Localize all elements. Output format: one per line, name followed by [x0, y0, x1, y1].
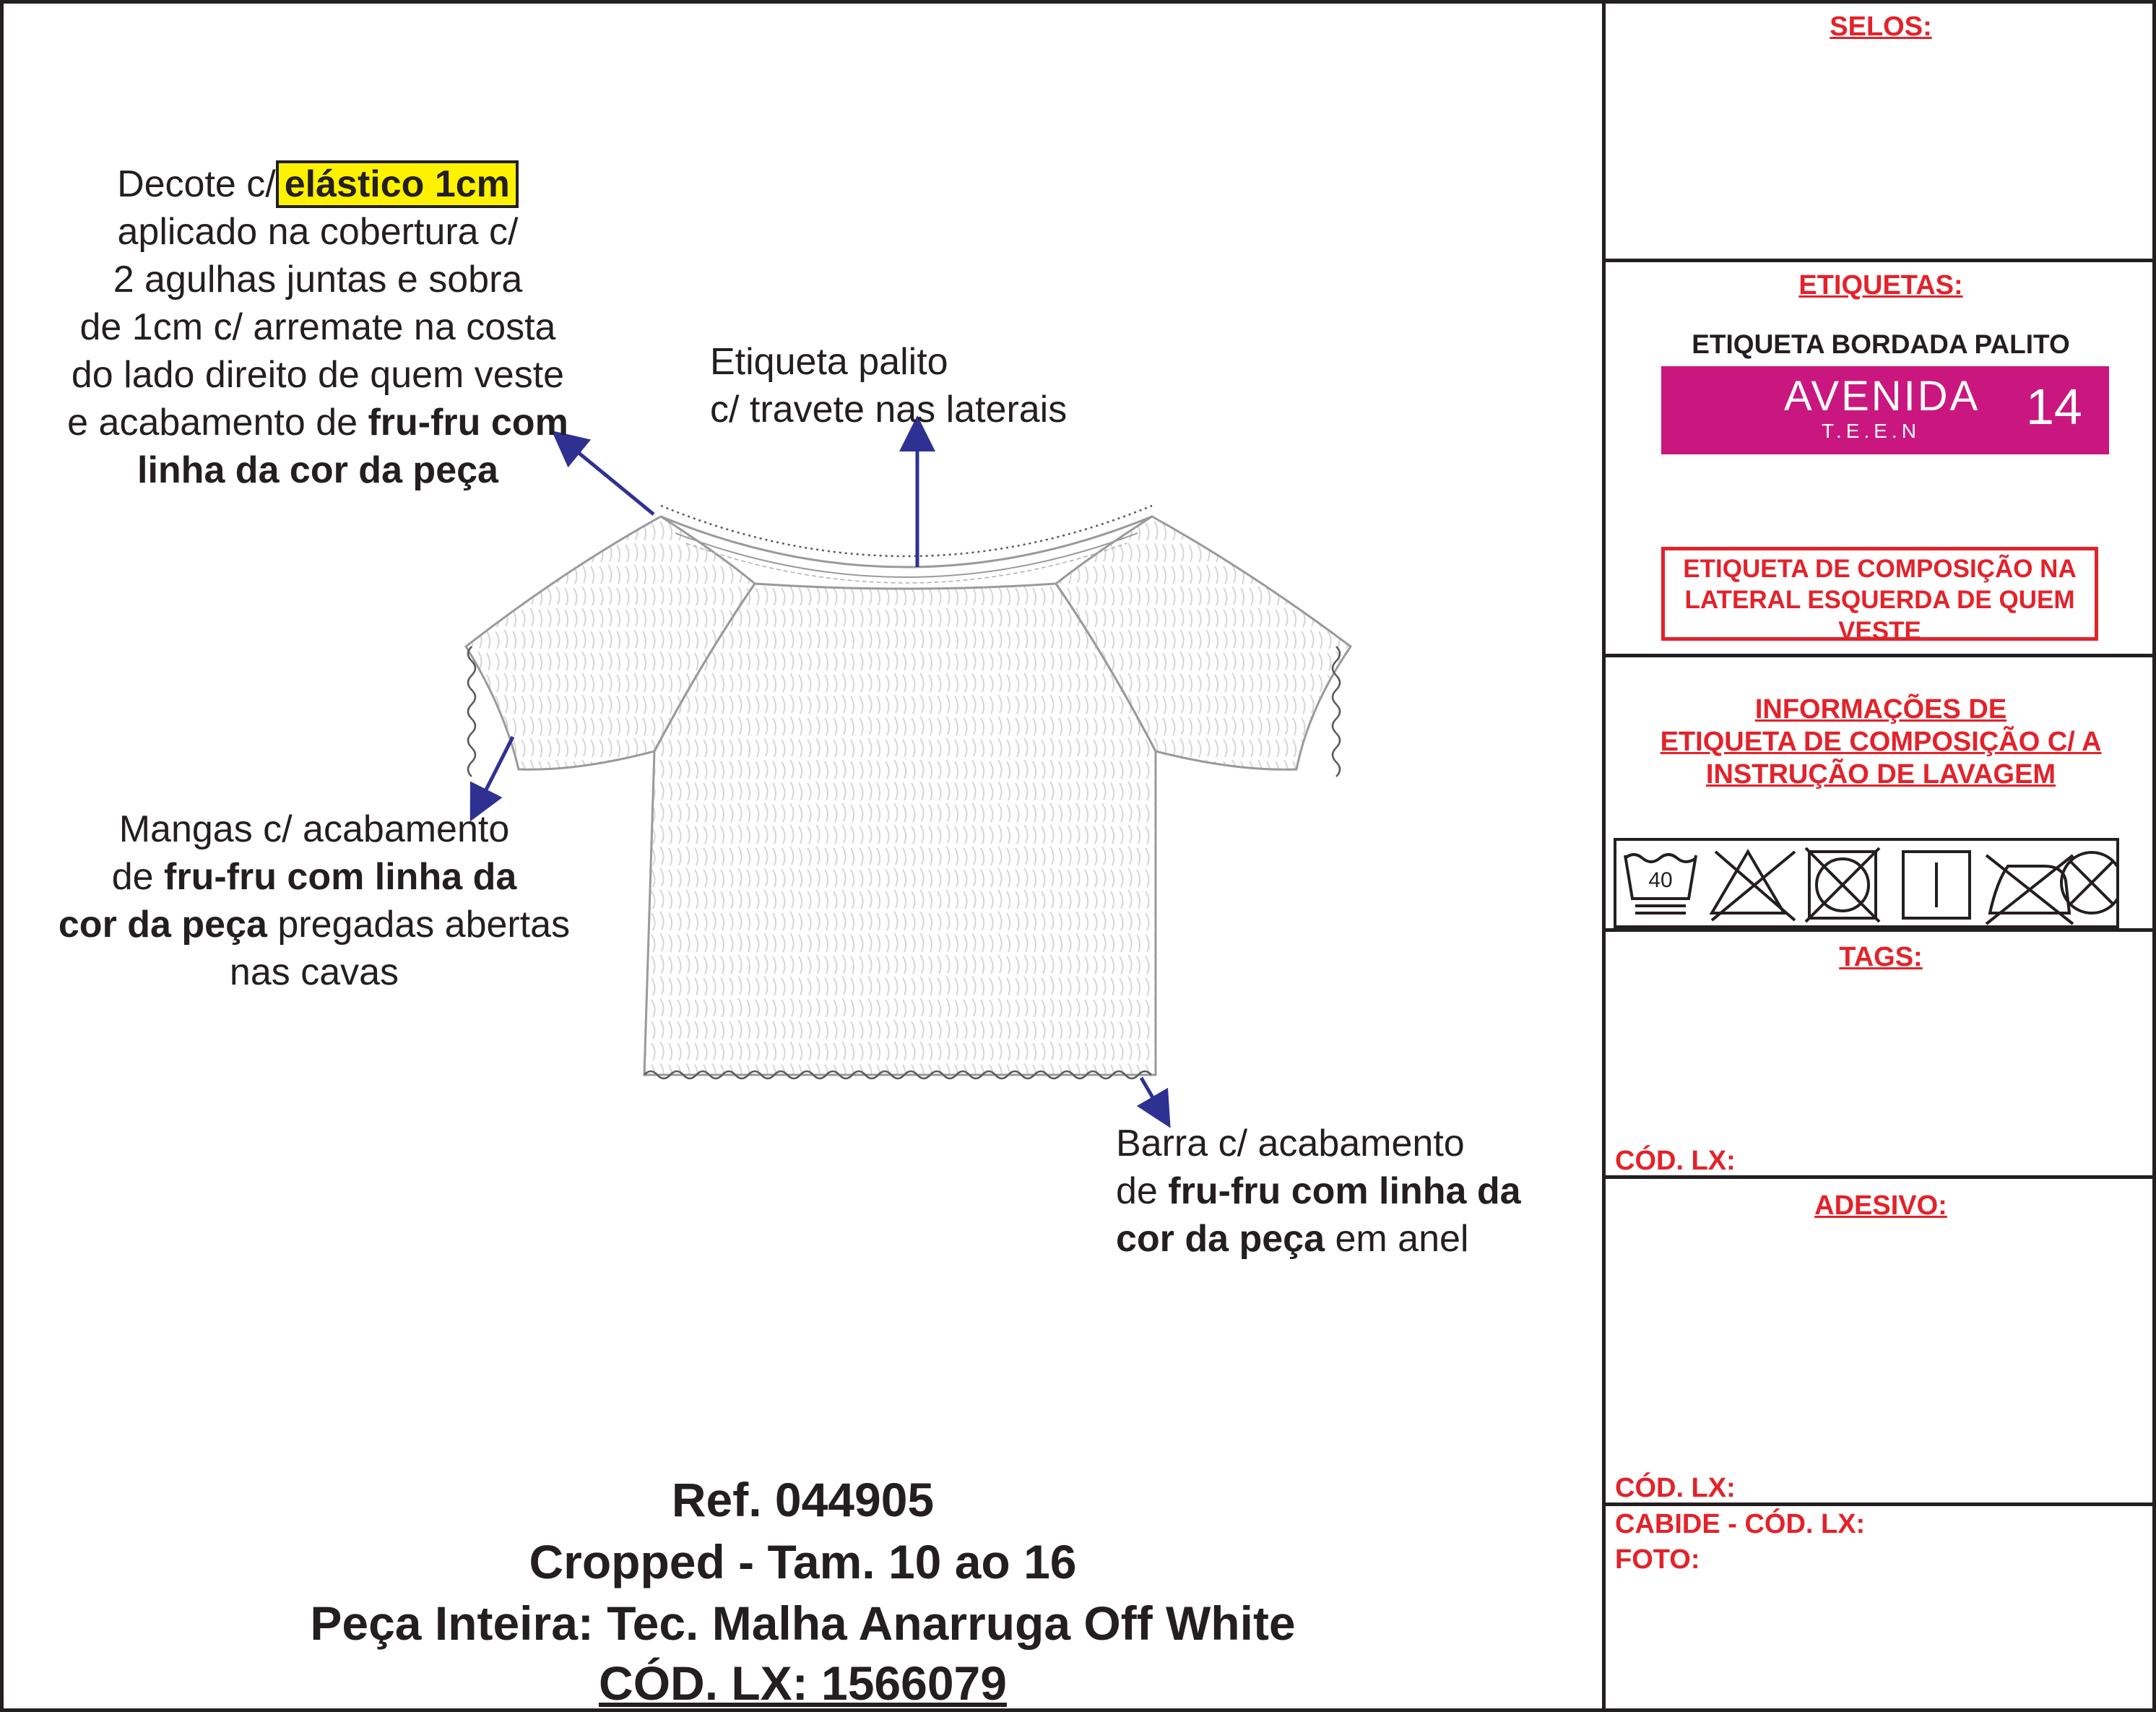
composicao-line: ETIQUETA DE COMPOSIÇÃO NA [1683, 555, 2077, 583]
no-bleach-icon [1712, 852, 1795, 920]
cod-lx-tags: CÓD. LX: [1615, 1146, 1736, 1176]
note-text: 2 agulhas juntas e sobra [113, 259, 523, 301]
divider [1602, 259, 2156, 262]
line-dry-icon [1903, 852, 1970, 918]
section-etiquetas: ETIQUETAS: [1798, 270, 1963, 301]
divider [1602, 654, 2156, 657]
note-decote [22, 160, 614, 494]
brand-sub: T.E.E.N [1822, 420, 1921, 442]
highlight-elastico: elástico 1cm [276, 160, 519, 208]
composicao-box [1661, 547, 2098, 645]
note-bold: fru-fru com [368, 402, 568, 444]
note-mangas: Mangas c/ acabamento de fru-fru com linha da cor da peça pregadas abertas nas cavas [14, 805, 614, 996]
note-text: e acabamento de [67, 402, 368, 444]
footer-cod: CÓD. LX: 1566079 [599, 1656, 1007, 1710]
neck-ruffle [661, 506, 1152, 556]
section-adesivo: ADESIVO: [1814, 1190, 1947, 1221]
left-sleeve-ruffle [468, 647, 475, 777]
brand-number: 14 [2026, 379, 2082, 435]
note-text: Etiqueta palito [710, 341, 948, 383]
brand-name: AVENIDA [1784, 373, 1980, 420]
etiqueta-bordada-title: ETIQUETA BORDADA PALITO [1692, 329, 2070, 359]
info-line: INFORMAÇÕES DE [1754, 694, 2007, 725]
info-line: INSTRUÇÃO DE LAVAGEM [1705, 759, 2056, 790]
arrow-mangas [478, 737, 513, 805]
cabide-block [1615, 1507, 1865, 1578]
note-text: c/ travete nas laterais [710, 389, 1068, 431]
note-text: Decote c/ [117, 163, 276, 205]
svg-text:40: 40 [1648, 868, 1673, 892]
note-text: Barra c/ acabamento [1116, 1123, 1465, 1164]
bodice-outline [644, 584, 1156, 1075]
footer-model: Cropped - Tam. 10 ao 16 [529, 1535, 1077, 1588]
composicao-line: VESTE [1838, 617, 1921, 645]
section-selos: SELOS: [1830, 12, 1932, 42]
info-line: ETIQUETA DE COMPOSIÇÃO C/ A [1660, 727, 2102, 757]
note-text: aplicado na cobertura c/ [117, 211, 519, 253]
care-symbols [1614, 838, 2119, 928]
footer-fabric: Peça Inteira: Tec. Malha Anarruga Off White [310, 1596, 1296, 1650]
composicao-line: LATERAL ESQUERDA DE QUEM [1684, 586, 2075, 614]
informacoes-title [1606, 693, 2156, 791]
note-text: do lado direito de quem veste [71, 354, 565, 396]
no-iron-icon [1986, 855, 2073, 924]
section-tags: TAGS: [1839, 942, 1923, 972]
note-bold: linha da cor da peça [137, 449, 498, 491]
note-text: de 1cm c/ arremate na costa [79, 306, 556, 348]
note-text: Mangas c/ acabamento [118, 808, 510, 850]
cod-lx-adesivo: CÓD. LX: [1615, 1473, 1736, 1503]
footer-ref: Ref. 044905 [671, 1473, 935, 1526]
no-tumble-dry-icon [1806, 848, 1879, 922]
no-dry-clean-icon [2061, 852, 2116, 913]
note-etiqueta [710, 338, 1067, 433]
foto-label: FOTO: [1615, 1544, 1700, 1575]
arrow-barra [1141, 1078, 1161, 1112]
note-text: nas cavas [229, 951, 399, 993]
brand-label [1661, 366, 2109, 454]
note-barra: Barra c/ acabamento de fru-fru com linha da cor da peça em anel [1116, 1120, 1521, 1263]
cabide-label: CABIDE - CÓD. LX: [1615, 1509, 1866, 1539]
wash-40-icon [1625, 855, 1696, 913]
